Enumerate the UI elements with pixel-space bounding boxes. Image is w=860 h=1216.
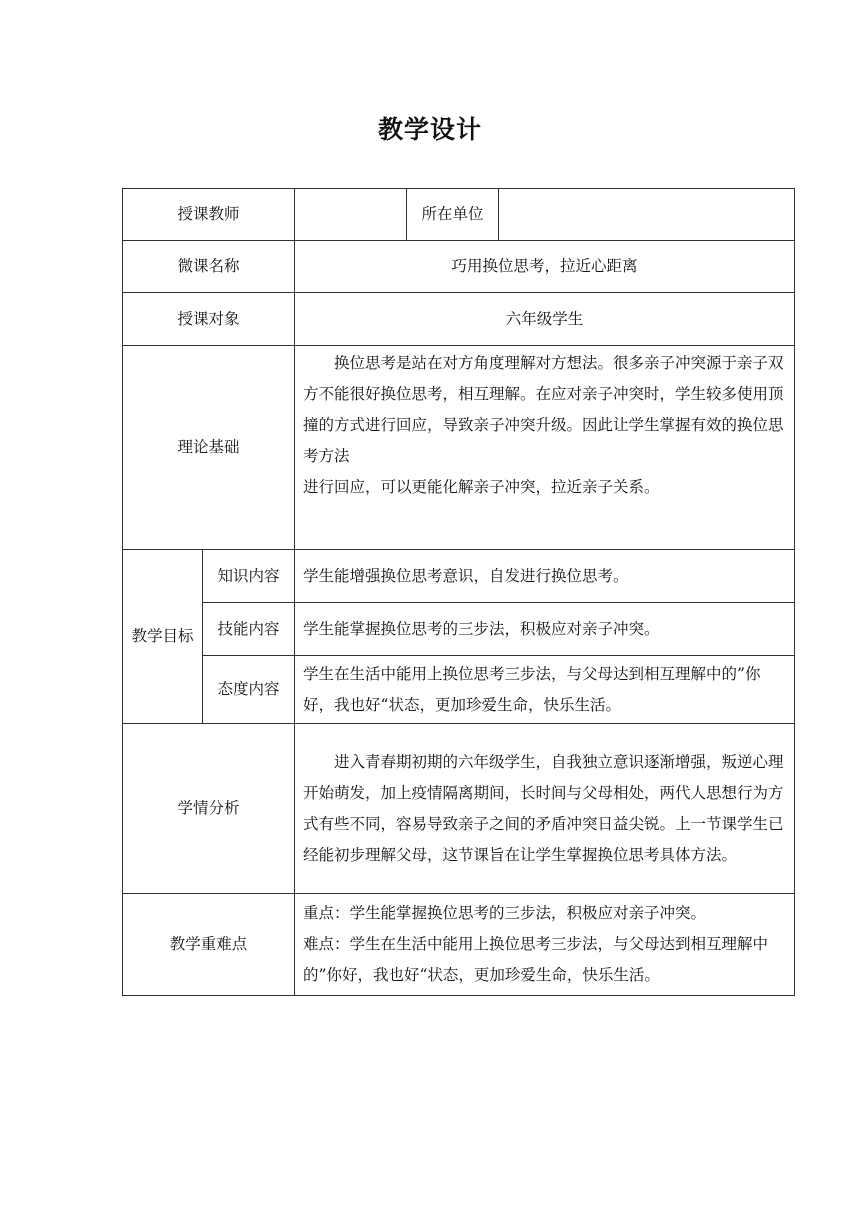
key-point: 重点：学生能掌握换位思考的三步法，积极应对亲子冲突。 (303, 904, 707, 922)
analysis-content (295, 724, 795, 894)
theory-label: 理论基础 (123, 346, 295, 550)
course-name-value: 巧用换位思考，拉近心距离 (295, 241, 795, 293)
unit-value (499, 189, 795, 241)
teacher-value (295, 189, 407, 241)
teacher-label: 授课教师 (123, 189, 295, 241)
row-teacher (123, 189, 795, 241)
difficult-point: 难点：学生在生活中能用上换位思考三步法，与父母达到相互理解中的”你好，我也好“状态，更加珍爱生命，快乐生活。 (303, 935, 769, 984)
attitude-label: 态度内容 (203, 656, 295, 724)
keypoints-content (295, 894, 795, 996)
skill-label: 技能内容 (203, 603, 295, 656)
row-goal-knowledge (123, 550, 795, 603)
row-keypoints (123, 894, 795, 996)
skill-value: 学生能掌握换位思考的三步法，积极应对亲子冲突。 (295, 603, 795, 656)
unit-label: 所在单位 (407, 189, 499, 241)
teaching-design-table (122, 188, 795, 996)
theory-content (295, 346, 795, 550)
row-goal-attitude (123, 656, 795, 724)
row-goal-skill (123, 603, 795, 656)
goals-label: 教学目标 (123, 550, 203, 724)
knowledge-value: 学生能增强换位思考意识，自发进行换位思考。 (295, 550, 795, 603)
analysis-paragraph: 进入青春期初期的六年级学生，自我独立意识逐渐增强，叛逆心理开始萌发，加上疫情隔离期间，长时间与父母相处，两代人思想行为方式有些不同，容易导致亲子之间的矛盾冲突日益尖锐。上一节课学生已经能初步理解父母，这节课旨在让学生掌握换位思考具体方法。 (303, 752, 784, 864)
analysis-label: 学情分析 (123, 724, 295, 894)
row-course-name (123, 241, 795, 293)
keypoints-label: 教学重难点 (123, 894, 295, 996)
row-audience (123, 293, 795, 346)
course-name-label: 微课名称 (123, 241, 295, 293)
attitude-value: 学生在生活中能用上换位思考三步法，与父母达到相互理解中的”你好，我也好“状态，更加珍爱生命，快乐生活。 (295, 656, 795, 724)
theory-paragraph-2: 进行回应，可以更能化解亲子冲突，拉近亲子关系。 (303, 478, 660, 496)
row-theory (123, 346, 795, 550)
audience-value: 六年级学生 (295, 293, 795, 346)
audience-label: 授课对象 (123, 293, 295, 346)
knowledge-label: 知识内容 (203, 550, 295, 603)
row-analysis (123, 724, 795, 894)
theory-paragraph-1: 换位思考是站在对方角度理解对方想法。很多亲子冲突源于亲子双方不能很好换位思考，相互理解。在应对亲子冲突时，学生较多使用顶撞的方式进行回应，导致亲子冲突升级。因此让学生掌握有效的换位思考方法 (303, 354, 784, 465)
document-title: 教学设计 (377, 115, 482, 144)
